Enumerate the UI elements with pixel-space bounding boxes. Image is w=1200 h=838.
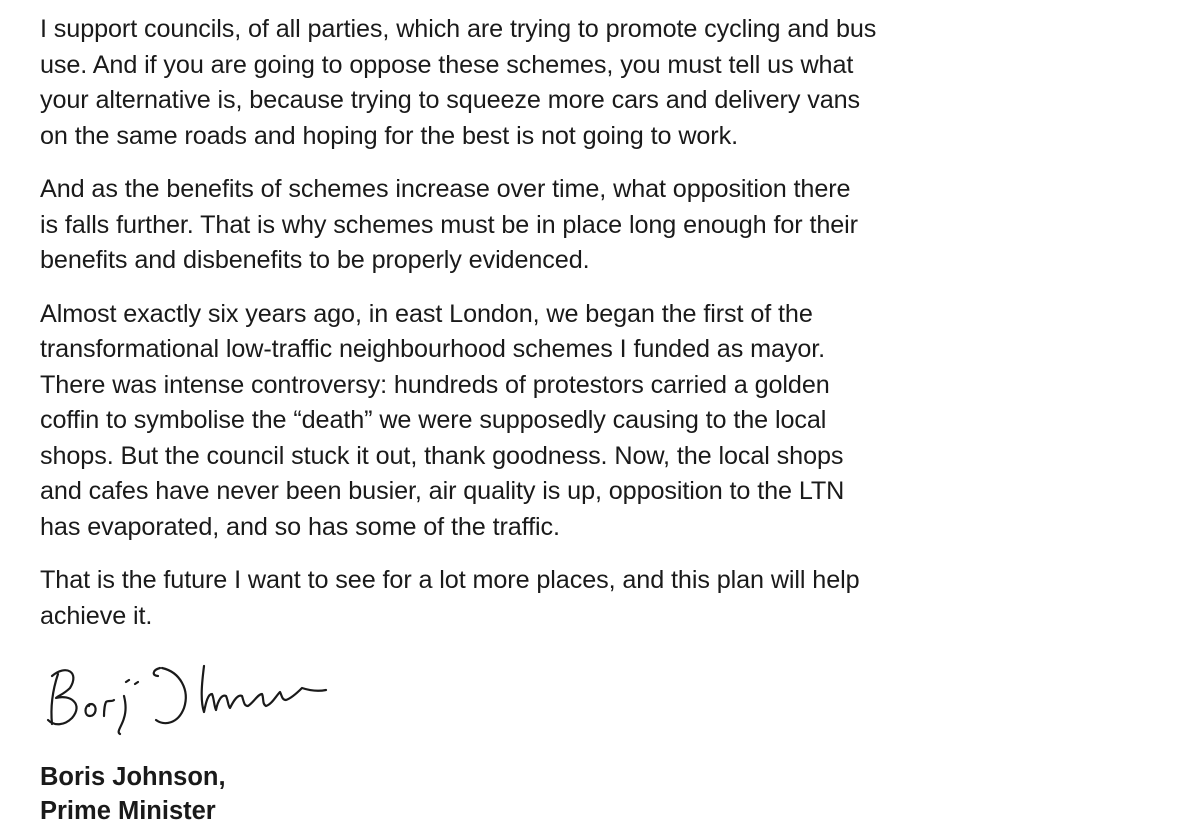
text-line: coffin to symbolise the “death” we were supposedly causing to the local [40,406,827,434]
paragraph-3 [40,297,1000,546]
signature-icon [40,654,370,744]
letter-body [40,12,1000,652]
paragraph-2 [40,172,1000,279]
text-line: And as the benefits of schemes increase over time, what opposition there [40,175,851,203]
text-line: achieve it. [40,601,153,630]
text-line: use. And if you are going to oppose these schemes, you must tell us what [40,50,854,79]
paragraph-1 [40,12,1000,154]
text-line: shops. But the council stuck it out, thank goodness. Now, the local shops [40,441,844,470]
text-line: I support councils, of all parties, which are trying to promote cycling and bus [40,15,877,43]
text-line: That is the future I want to see for a lot more places, and this plan will help [40,566,860,594]
text-line: and cafes have never been busier, air quality is up, opposition to the LTN [40,477,845,505]
signatory-name: Boris Johnson, [40,763,226,791]
paragraph-4 [40,563,1000,634]
text-line: on the same roads and hoping for the best is not going to work. [40,121,738,150]
text-line: benefits and disbenefits to be properly evidenced. [40,246,590,274]
signoff-block [40,760,226,828]
text-line: transformational low-traffic neighbourhood schemes I funded as mayor. [40,335,826,363]
text-line: Almost exactly six years ago, in east London, we began the first of the [40,299,813,328]
signatory-title: Prime Minister [40,797,216,825]
text-line: has evaporated, and so has some of the traffic. [40,512,560,541]
text-line: There was intense controversy: hundreds of protestors carried a golden [40,370,830,399]
text-line: your alternative is, because trying to squeeze more cars and delivery vans [40,86,861,114]
text-line: is falls further. That is why schemes must be in place long enough for their [40,210,858,239]
